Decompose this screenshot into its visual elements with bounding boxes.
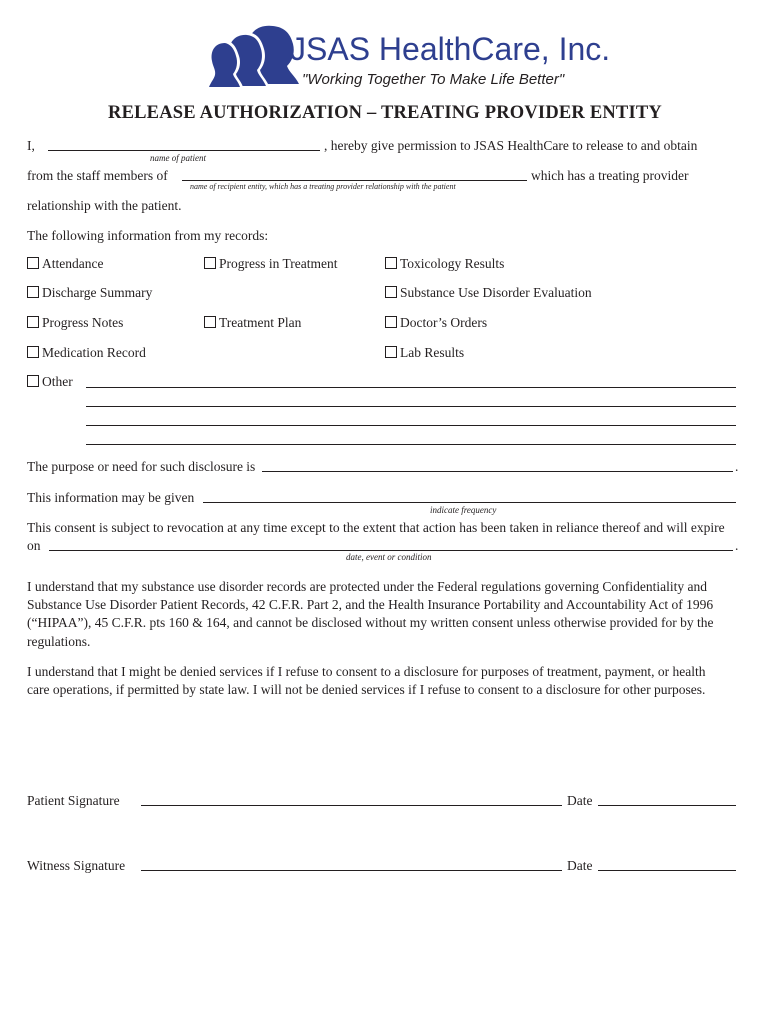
- sud-evaluation-label: Substance Use Disorder Evaluation: [400, 285, 592, 300]
- toxicology-results-label: Toxicology Results: [400, 256, 505, 271]
- treatment-plan-checkbox[interactable]: [204, 316, 216, 328]
- lab-results-label: Lab Results: [400, 345, 465, 360]
- expiry-hint-label: date, event or condition: [346, 552, 432, 562]
- doctors-orders-checkbox[interactable]: [385, 316, 397, 328]
- other-line-4[interactable]: [86, 444, 736, 445]
- denial-line-2: care operations, if permitted by state law. I will not be denied services if I refuse to consent to a disclosure for other purposes.: [27, 682, 706, 698]
- discharge-summary-label: Discharge Summary: [42, 285, 153, 300]
- progress-in-treatment-label: Progress in Treatment: [219, 256, 338, 271]
- lab-results-checkbox[interactable]: [385, 346, 397, 358]
- patient-date-field[interactable]: [598, 805, 736, 806]
- patient-name-label: name of patient: [150, 153, 206, 163]
- other-label: Other: [42, 374, 73, 389]
- recipient-entity-field[interactable]: [182, 180, 527, 181]
- treatment-plan-label: Treatment Plan: [219, 315, 302, 330]
- company-name: JSAS HealthCare, Inc.: [290, 31, 611, 67]
- denial-line-1: I understand that I might be denied services if I refuse to consent to a disclosure for purposes of treatment, payment, or health: [27, 664, 706, 679]
- progress-notes-checkbox[interactable]: [27, 316, 39, 328]
- witness-date-label: Date: [567, 858, 593, 873]
- patient-date-label: Date: [567, 793, 593, 808]
- purpose-period: .: [735, 459, 739, 474]
- recipient-entity-label: name of recipient entity, which has a treating provider relationship with the patient: [190, 182, 456, 191]
- attendance-label: Attendance: [42, 256, 104, 271]
- frequency-label: This information may be given: [27, 490, 195, 505]
- info-intro: The following information from my records:: [27, 228, 269, 243]
- other-line-2[interactable]: [86, 406, 736, 407]
- logo-heads-icon: [203, 24, 303, 90]
- patient-signature-label: Patient Signature: [27, 793, 120, 808]
- attendance-checkbox[interactable]: [27, 257, 39, 269]
- purpose-field[interactable]: [262, 471, 733, 472]
- line3-text: relationship with the patient.: [27, 198, 182, 213]
- expiry-period: .: [735, 538, 739, 553]
- progress-notes-label: Progress Notes: [42, 315, 124, 330]
- line1-suffix: , hereby give permission to JSAS HealthCare to release to and obtain: [324, 138, 698, 153]
- purpose-label: The purpose or need for such disclosure is: [27, 459, 256, 474]
- witness-signature-label: Witness Signature: [27, 858, 126, 873]
- other-checkbox[interactable]: [27, 375, 39, 387]
- hipaa-line-1: I understand that my substance use disorder records are protected under the Federal regulations governing Confidentiality and: [27, 579, 708, 594]
- line2-suffix: which has a treating provider: [531, 168, 689, 183]
- patient-signature-field[interactable]: [141, 805, 562, 806]
- company-logo: [203, 24, 303, 90]
- patient-name-field[interactable]: [48, 150, 320, 151]
- other-line-3[interactable]: [86, 425, 736, 426]
- form-title: RELEASE AUTHORIZATION – TREATING PROVIDER ENTITY: [108, 103, 662, 123]
- progress-in-treatment-checkbox[interactable]: [204, 257, 216, 269]
- medication-record-checkbox[interactable]: [27, 346, 39, 358]
- frequency-field[interactable]: [203, 502, 736, 503]
- hipaa-line-2: Substance Use Disorder Patient Records, 42 C.F.R. Part 2, and the Health Insurance Portability and Accountability Act of 1996: [27, 597, 714, 613]
- line1-prefix: I,: [27, 138, 35, 153]
- hipaa-line-3: (“HIPAA”), 45 C.F.R. pts 160 & 164, and cannot be disclosed without my written consent unless otherwise provided for by the: [27, 615, 714, 631]
- consent-text: This consent is subject to revocation at any time except to the extent that action has been taken in reliance thereof and will expire: [27, 520, 725, 535]
- denial-paragraph: [27, 663, 706, 699]
- expiry-field[interactable]: [49, 550, 733, 551]
- toxicology-results-checkbox[interactable]: [385, 257, 397, 269]
- hipaa-paragraph: [27, 578, 713, 651]
- frequency-hint-label: indicate frequency: [430, 505, 497, 515]
- hipaa-line-4: regulations.: [27, 633, 91, 649]
- discharge-summary-checkbox[interactable]: [27, 286, 39, 298]
- sud-evaluation-checkbox[interactable]: [385, 286, 397, 298]
- other-line-1[interactable]: [86, 387, 736, 388]
- company-tagline: "Working Together To Make Life Better": [302, 71, 565, 88]
- line2-prefix: from the staff members of: [27, 168, 168, 183]
- witness-signature-field[interactable]: [141, 870, 562, 871]
- witness-date-field[interactable]: [598, 870, 736, 871]
- medication-record-label: Medication Record: [42, 345, 146, 360]
- consent-on: on: [27, 538, 41, 553]
- doctors-orders-label: Doctor’s Orders: [400, 315, 488, 330]
